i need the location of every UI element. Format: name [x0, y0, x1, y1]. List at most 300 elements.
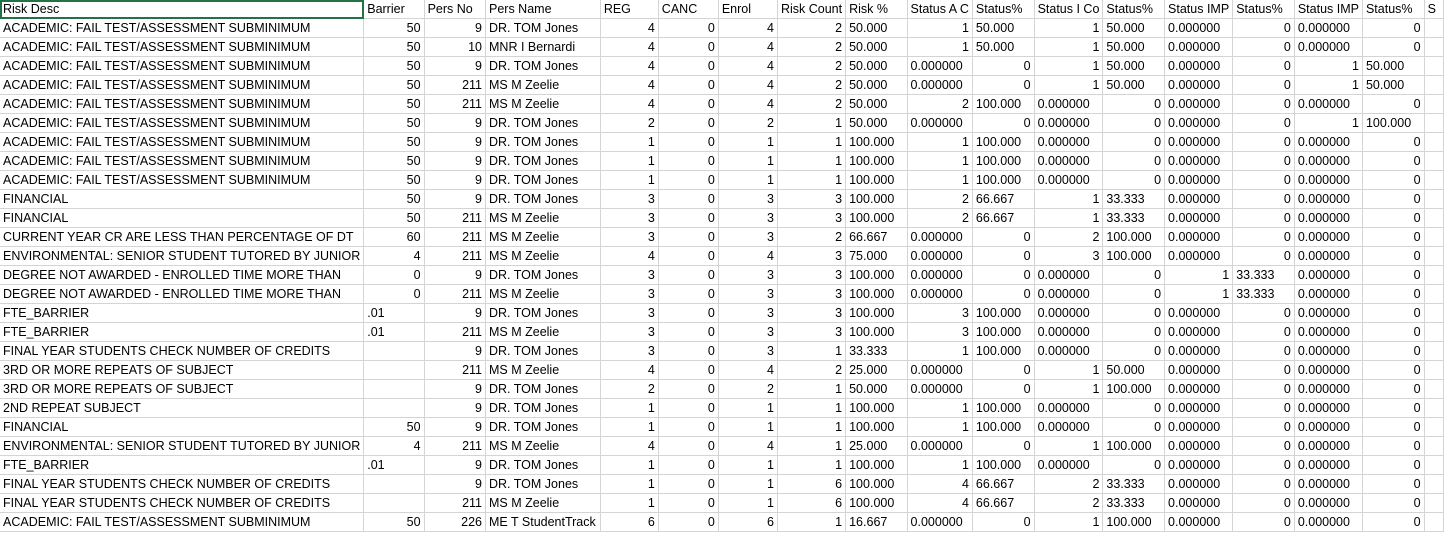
table-cell[interactable] [1424, 76, 1443, 95]
table-cell[interactable]: 1 [907, 342, 972, 361]
table-cell[interactable]: 0 [1233, 304, 1295, 323]
table-cell[interactable]: 0.000000 [1165, 57, 1233, 76]
table-cell[interactable]: 1 [718, 494, 777, 513]
table-cell[interactable]: 0 [1233, 133, 1295, 152]
table-cell[interactable]: 3 [718, 304, 777, 323]
table-cell[interactable]: 0 [1103, 133, 1165, 152]
table-cell[interactable]: 0 [1233, 95, 1295, 114]
table-cell[interactable]: 100.000 [846, 418, 907, 437]
table-cell[interactable] [1424, 399, 1443, 418]
table-cell[interactable] [1424, 19, 1443, 38]
table-cell[interactable]: 50 [364, 76, 424, 95]
table-cell[interactable]: 50 [364, 114, 424, 133]
table-cell[interactable]: 50 [364, 171, 424, 190]
table-cell[interactable]: 0 [1362, 190, 1424, 209]
table-cell[interactable]: 0.000000 [1034, 133, 1103, 152]
table-cell[interactable]: 100.000 [846, 494, 907, 513]
table-cell[interactable]: DR. TOM Jones [486, 133, 601, 152]
table-cell[interactable]: 0 [658, 380, 718, 399]
table-cell[interactable]: 100.000 [846, 266, 907, 285]
table-cell[interactable]: 4 [718, 19, 777, 38]
table-cell[interactable]: 4 [600, 95, 658, 114]
table-cell[interactable]: 1 [777, 513, 845, 532]
table-cell[interactable]: ACADEMIC: FAIL TEST/ASSESSMENT SUBMINIMUM [0, 152, 364, 171]
table-cell[interactable]: 4 [718, 76, 777, 95]
table-cell[interactable]: .01 [364, 456, 424, 475]
table-cell[interactable]: 0 [658, 209, 718, 228]
table-cell[interactable]: 0 [972, 228, 1034, 247]
table-cell[interactable]: 4 [600, 38, 658, 57]
header-cell[interactable]: REG [600, 0, 658, 19]
table-cell[interactable]: 1 [777, 171, 845, 190]
table-cell[interactable]: 0.000000 [1165, 133, 1233, 152]
table-cell[interactable]: 0.000000 [1294, 361, 1362, 380]
table-cell[interactable]: 3RD OR MORE REPEATS OF SUBJECT [0, 380, 364, 399]
table-cell[interactable]: 33.333 [1233, 266, 1295, 285]
table-cell[interactable]: 0.000000 [1165, 304, 1233, 323]
header-cell[interactable]: Status% [972, 0, 1034, 19]
table-cell[interactable]: 0 [1233, 437, 1295, 456]
table-cell[interactable]: 0 [1362, 95, 1424, 114]
table-cell[interactable]: 100.000 [1103, 228, 1165, 247]
table-cell[interactable]: 0.000000 [907, 247, 972, 266]
table-cell[interactable] [1424, 456, 1443, 475]
table-cell[interactable]: 1 [1034, 19, 1103, 38]
table-cell[interactable]: 0 [1362, 494, 1424, 513]
table-cell[interactable]: 0 [1103, 399, 1165, 418]
table-cell[interactable]: 50.000 [1103, 19, 1165, 38]
table-cell[interactable]: ACADEMIC: FAIL TEST/ASSESSMENT SUBMINIMUM [0, 19, 364, 38]
table-cell[interactable]: 50 [364, 152, 424, 171]
table-cell[interactable]: MS M Zeelie [486, 361, 601, 380]
table-cell[interactable]: 100.000 [846, 152, 907, 171]
table-cell[interactable]: 50.000 [972, 38, 1034, 57]
table-cell[interactable]: 0.000000 [1294, 323, 1362, 342]
table-cell[interactable]: 0 [972, 114, 1034, 133]
table-cell[interactable]: 1 [1034, 513, 1103, 532]
table-cell[interactable]: 1 [1034, 38, 1103, 57]
table-cell[interactable]: 3 [777, 209, 845, 228]
table-cell[interactable]: 0 [1103, 266, 1165, 285]
table-cell[interactable]: MNR I Bernardi [486, 38, 601, 57]
table-cell[interactable]: DR. TOM Jones [486, 380, 601, 399]
table-cell[interactable] [364, 494, 424, 513]
table-cell[interactable]: 0.000000 [1294, 342, 1362, 361]
table-cell[interactable]: 0.000000 [1165, 513, 1233, 532]
table-cell[interactable]: 100.000 [1103, 513, 1165, 532]
table-cell[interactable]: 66.667 [972, 209, 1034, 228]
table-cell[interactable]: 50.000 [846, 57, 907, 76]
table-cell[interactable] [1424, 171, 1443, 190]
table-cell[interactable]: 0.000000 [1034, 95, 1103, 114]
table-cell[interactable]: 2 [777, 19, 845, 38]
table-cell[interactable]: 3 [600, 285, 658, 304]
table-cell[interactable]: 50 [364, 57, 424, 76]
table-cell[interactable]: MS M Zeelie [486, 247, 601, 266]
table-cell[interactable]: ACADEMIC: FAIL TEST/ASSESSMENT SUBMINIMUM [0, 171, 364, 190]
table-cell[interactable]: 0 [1233, 76, 1295, 95]
table-cell[interactable]: 0.000000 [1034, 399, 1103, 418]
table-cell[interactable]: 1 [777, 437, 845, 456]
table-cell[interactable]: 0 [658, 437, 718, 456]
table-cell[interactable]: 0.000000 [1294, 513, 1362, 532]
table-cell[interactable]: 1 [600, 171, 658, 190]
table-cell[interactable] [364, 342, 424, 361]
table-cell[interactable]: 100.000 [972, 418, 1034, 437]
table-cell[interactable]: 9 [424, 171, 485, 190]
table-cell[interactable]: 100.000 [846, 475, 907, 494]
table-cell[interactable]: 3 [600, 228, 658, 247]
table-cell[interactable] [364, 361, 424, 380]
table-cell[interactable]: 0 [1362, 323, 1424, 342]
table-cell[interactable]: 4 [718, 95, 777, 114]
table-cell[interactable]: 50 [364, 209, 424, 228]
table-cell[interactable]: FINAL YEAR STUDENTS CHECK NUMBER OF CREDITS [0, 475, 364, 494]
table-cell[interactable]: 0.000000 [1294, 38, 1362, 57]
table-cell[interactable]: 0 [1362, 171, 1424, 190]
table-cell[interactable]: FINAL YEAR STUDENTS CHECK NUMBER OF CREDITS [0, 494, 364, 513]
table-cell[interactable]: 0.000000 [907, 57, 972, 76]
table-cell[interactable]: 1 [777, 380, 845, 399]
table-cell[interactable]: 0.000000 [1034, 342, 1103, 361]
table-cell[interactable]: 0 [1103, 171, 1165, 190]
table-cell[interactable]: 4 [600, 19, 658, 38]
table-cell[interactable]: 50.000 [846, 38, 907, 57]
header-cell[interactable]: Status% [1233, 0, 1295, 19]
table-cell[interactable]: 0 [1103, 285, 1165, 304]
table-cell[interactable] [1424, 209, 1443, 228]
table-cell[interactable]: 9 [424, 266, 485, 285]
table-cell[interactable]: 100.000 [972, 171, 1034, 190]
table-cell[interactable]: 211 [424, 437, 485, 456]
table-cell[interactable]: MS M Zeelie [486, 494, 601, 513]
table-cell[interactable]: 33.333 [1103, 475, 1165, 494]
table-cell[interactable]: 1 [718, 418, 777, 437]
table-cell[interactable]: 33.333 [1103, 209, 1165, 228]
table-cell[interactable] [1424, 361, 1443, 380]
table-cell[interactable] [1424, 475, 1443, 494]
table-cell[interactable]: 100.000 [972, 456, 1034, 475]
table-cell[interactable]: 0 [1233, 209, 1295, 228]
table-cell[interactable]: 2 [718, 380, 777, 399]
table-cell[interactable]: 0.000000 [907, 361, 972, 380]
table-cell[interactable]: 0 [1233, 399, 1295, 418]
table-cell[interactable] [1424, 285, 1443, 304]
table-cell[interactable]: 0.000000 [907, 380, 972, 399]
table-cell[interactable]: 0 [658, 76, 718, 95]
table-cell[interactable] [1424, 38, 1443, 57]
table-cell[interactable]: 100.000 [846, 304, 907, 323]
table-cell[interactable]: 1 [1034, 57, 1103, 76]
table-cell[interactable] [1424, 114, 1443, 133]
table-cell[interactable]: 1 [777, 342, 845, 361]
table-cell[interactable] [1424, 380, 1443, 399]
table-cell[interactable]: 2 [907, 95, 972, 114]
table-cell[interactable]: 0 [658, 399, 718, 418]
table-cell[interactable]: 0 [1103, 418, 1165, 437]
table-cell[interactable]: 1 [777, 399, 845, 418]
table-cell[interactable]: 1 [907, 399, 972, 418]
table-cell[interactable]: 0 [1362, 19, 1424, 38]
table-cell[interactable]: 60 [364, 228, 424, 247]
table-cell[interactable]: 1 [1034, 361, 1103, 380]
table-cell[interactable]: 3 [718, 266, 777, 285]
table-cell[interactable]: 211 [424, 228, 485, 247]
table-cell[interactable]: 0 [658, 95, 718, 114]
table-cell[interactable]: MS M Zeelie [486, 209, 601, 228]
table-cell[interactable]: 4 [600, 57, 658, 76]
table-cell[interactable] [1424, 228, 1443, 247]
table-cell[interactable]: 2 [907, 209, 972, 228]
table-cell[interactable]: DR. TOM Jones [486, 19, 601, 38]
table-cell[interactable]: 9 [424, 57, 485, 76]
table-cell[interactable]: 0 [658, 494, 718, 513]
table-cell[interactable]: 25.000 [846, 437, 907, 456]
table-cell[interactable]: 0 [1362, 38, 1424, 57]
table-cell[interactable]: 1 [907, 456, 972, 475]
table-cell[interactable]: 9 [424, 19, 485, 38]
table-cell[interactable]: 0 [1233, 152, 1295, 171]
table-cell[interactable]: MS M Zeelie [486, 95, 601, 114]
table-cell[interactable]: 0 [972, 380, 1034, 399]
table-cell[interactable]: 0 [1362, 456, 1424, 475]
table-cell[interactable]: 0 [1103, 152, 1165, 171]
table-cell[interactable]: 0.000000 [1294, 304, 1362, 323]
table-cell[interactable]: 0 [972, 266, 1034, 285]
table-cell[interactable]: 0.000000 [1165, 475, 1233, 494]
table-cell[interactable]: 0.000000 [1165, 380, 1233, 399]
table-cell[interactable]: 0 [1233, 380, 1295, 399]
table-cell[interactable]: 4 [718, 57, 777, 76]
table-cell[interactable]: 50.000 [1362, 57, 1424, 76]
table-cell[interactable]: 0.000000 [1294, 152, 1362, 171]
table-cell[interactable]: 3 [600, 342, 658, 361]
table-cell[interactable]: 50 [364, 513, 424, 532]
table-cell[interactable]: 9 [424, 418, 485, 437]
table-cell[interactable]: 0 [1362, 437, 1424, 456]
table-cell[interactable] [1424, 342, 1443, 361]
header-cell[interactable]: Status% [1362, 0, 1424, 19]
table-cell[interactable] [1424, 266, 1443, 285]
table-cell[interactable]: ACADEMIC: FAIL TEST/ASSESSMENT SUBMINIMUM [0, 114, 364, 133]
table-cell[interactable]: 50.000 [1362, 76, 1424, 95]
table-cell[interactable]: 2 [1034, 228, 1103, 247]
table-cell[interactable]: 0 [1233, 475, 1295, 494]
table-cell[interactable]: 66.667 [972, 190, 1034, 209]
table-cell[interactable]: 100.000 [1103, 437, 1165, 456]
table-cell[interactable]: 0 [658, 171, 718, 190]
table-cell[interactable]: 0 [658, 133, 718, 152]
table-cell[interactable]: 4 [364, 437, 424, 456]
table-cell[interactable]: 100.000 [846, 133, 907, 152]
table-cell[interactable]: 0.000000 [1165, 95, 1233, 114]
table-cell[interactable]: DR. TOM Jones [486, 475, 601, 494]
table-cell[interactable]: 2 [777, 95, 845, 114]
table-cell[interactable]: 0 [1233, 342, 1295, 361]
table-cell[interactable]: 211 [424, 323, 485, 342]
table-cell[interactable]: 0 [658, 361, 718, 380]
table-cell[interactable]: 0 [1103, 342, 1165, 361]
table-cell[interactable]: 4 [600, 361, 658, 380]
table-cell[interactable]: 9 [424, 456, 485, 475]
table-cell[interactable]: 0 [1362, 304, 1424, 323]
table-cell[interactable]: 0.000000 [1294, 418, 1362, 437]
table-cell[interactable]: 50 [364, 19, 424, 38]
table-cell[interactable]: 3 [718, 285, 777, 304]
table-cell[interactable] [1424, 152, 1443, 171]
table-cell[interactable]: .01 [364, 304, 424, 323]
table-cell[interactable]: 50.000 [846, 95, 907, 114]
table-cell[interactable]: 0.000000 [1034, 266, 1103, 285]
table-cell[interactable]: 211 [424, 361, 485, 380]
table-cell[interactable]: 0.000000 [1294, 228, 1362, 247]
table-cell[interactable]: 1 [718, 399, 777, 418]
table-cell[interactable]: 0.000000 [907, 228, 972, 247]
table-cell[interactable]: 33.333 [1103, 494, 1165, 513]
table-cell[interactable]: 0 [972, 76, 1034, 95]
table-cell[interactable]: 0 [364, 266, 424, 285]
table-cell[interactable]: 0.000000 [1294, 437, 1362, 456]
table-cell[interactable]: 50 [364, 190, 424, 209]
table-cell[interactable]: 211 [424, 76, 485, 95]
table-cell[interactable]: 1 [600, 475, 658, 494]
table-cell[interactable] [1424, 304, 1443, 323]
table-cell[interactable]: 0 [1103, 456, 1165, 475]
header-cell[interactable]: CANC [658, 0, 718, 19]
table-cell[interactable]: MS M Zeelie [486, 437, 601, 456]
table-cell[interactable]: 50 [364, 95, 424, 114]
table-cell[interactable]: 0.000000 [1165, 228, 1233, 247]
table-cell[interactable]: 211 [424, 247, 485, 266]
table-cell[interactable]: 1 [718, 171, 777, 190]
table-cell[interactable]: 50.000 [1103, 38, 1165, 57]
table-cell[interactable]: FTE_BARRIER [0, 323, 364, 342]
table-cell[interactable]: 0 [1233, 190, 1295, 209]
table-cell[interactable]: 50.000 [846, 19, 907, 38]
table-cell[interactable]: 0.000000 [1165, 361, 1233, 380]
table-cell[interactable]: 9 [424, 152, 485, 171]
table-cell[interactable]: 10 [424, 38, 485, 57]
table-cell[interactable]: 6 [777, 494, 845, 513]
table-cell[interactable] [1424, 95, 1443, 114]
table-cell[interactable]: 2ND REPEAT SUBJECT [0, 399, 364, 418]
table-cell[interactable]: 0 [1362, 209, 1424, 228]
table-cell[interactable]: 0.000000 [1294, 190, 1362, 209]
table-cell[interactable]: 2 [777, 76, 845, 95]
table-cell[interactable]: ME T StudentTrack [486, 513, 601, 532]
table-cell[interactable]: 211 [424, 285, 485, 304]
table-cell[interactable]: 4 [718, 361, 777, 380]
table-cell[interactable]: 0 [1233, 114, 1295, 133]
table-cell[interactable]: 0 [1233, 247, 1295, 266]
table-cell[interactable]: DR. TOM Jones [486, 152, 601, 171]
table-cell[interactable]: 0 [1103, 323, 1165, 342]
table-cell[interactable]: 1 [1034, 209, 1103, 228]
table-cell[interactable]: MS M Zeelie [486, 76, 601, 95]
table-cell[interactable]: 1 [600, 133, 658, 152]
table-cell[interactable]: 3 [907, 304, 972, 323]
table-cell[interactable]: 0.000000 [1034, 152, 1103, 171]
table-cell[interactable]: 3 [600, 323, 658, 342]
table-cell[interactable]: 100.000 [846, 285, 907, 304]
table-cell[interactable]: 100.000 [972, 342, 1034, 361]
table-cell[interactable]: 0.000000 [1165, 247, 1233, 266]
table-cell[interactable] [1424, 133, 1443, 152]
header-cell[interactable]: Risk % [846, 0, 907, 19]
table-cell[interactable]: 3 [600, 209, 658, 228]
table-cell[interactable]: 0 [1233, 513, 1295, 532]
table-cell[interactable]: 0 [1233, 456, 1295, 475]
table-cell[interactable]: 3 [777, 323, 845, 342]
table-cell[interactable]: 0.000000 [1165, 152, 1233, 171]
table-cell[interactable]: 0 [658, 418, 718, 437]
table-cell[interactable]: 0 [972, 437, 1034, 456]
table-cell[interactable]: 0 [1362, 342, 1424, 361]
table-cell[interactable]: 66.667 [846, 228, 907, 247]
table-cell[interactable]: 0 [658, 190, 718, 209]
table-cell[interactable]: 1 [907, 19, 972, 38]
table-cell[interactable]: 66.667 [972, 494, 1034, 513]
table-cell[interactable]: 3 [600, 266, 658, 285]
table-cell[interactable]: 0.000000 [1165, 437, 1233, 456]
table-cell[interactable]: 0.000000 [1034, 114, 1103, 133]
table-cell[interactable]: 0.000000 [1165, 494, 1233, 513]
table-cell[interactable]: 50.000 [846, 76, 907, 95]
table-cell[interactable]: 4 [718, 247, 777, 266]
table-cell[interactable]: ENVIRONMENTAL: SENIOR STUDENT TUTORED BY JUNIOR [0, 247, 364, 266]
table-cell[interactable]: 100.000 [972, 323, 1034, 342]
table-cell[interactable]: 50.000 [1103, 76, 1165, 95]
table-cell[interactable]: 0 [1362, 133, 1424, 152]
table-cell[interactable]: 0 [658, 513, 718, 532]
table-cell[interactable]: 9 [424, 399, 485, 418]
table-cell[interactable]: 0.000000 [1294, 380, 1362, 399]
table-cell[interactable]: 226 [424, 513, 485, 532]
table-cell[interactable]: 0.000000 [1294, 494, 1362, 513]
table-cell[interactable]: 33.333 [1233, 285, 1295, 304]
table-cell[interactable] [1424, 494, 1443, 513]
table-cell[interactable]: 0 [1103, 114, 1165, 133]
table-cell[interactable]: 0 [972, 513, 1034, 532]
header-cell[interactable]: Pers Name [486, 0, 601, 19]
table-cell[interactable]: 3 [777, 285, 845, 304]
table-cell[interactable]: 3 [777, 304, 845, 323]
table-cell[interactable] [1424, 323, 1443, 342]
table-cell[interactable]: DR. TOM Jones [486, 171, 601, 190]
table-cell[interactable]: FTE_BARRIER [0, 456, 364, 475]
table-cell[interactable]: 2 [777, 57, 845, 76]
header-cell[interactable]: Risk Count [777, 0, 845, 19]
table-cell[interactable]: 0 [1103, 95, 1165, 114]
table-cell[interactable]: ACADEMIC: FAIL TEST/ASSESSMENT SUBMINIMUM [0, 57, 364, 76]
table-cell[interactable]: 0.000000 [1165, 76, 1233, 95]
table-cell[interactable]: 0.000000 [907, 437, 972, 456]
table-cell[interactable]: 0.000000 [1294, 133, 1362, 152]
table-cell[interactable] [1424, 247, 1443, 266]
table-cell[interactable]: 50 [364, 418, 424, 437]
table-cell[interactable]: 3 [777, 247, 845, 266]
table-cell[interactable]: 3 [600, 304, 658, 323]
table-cell[interactable]: 0 [658, 114, 718, 133]
table-cell[interactable]: 0 [658, 304, 718, 323]
table-cell[interactable]: 0.000000 [1294, 475, 1362, 494]
table-cell[interactable]: 9 [424, 342, 485, 361]
table-cell[interactable]: 0 [658, 285, 718, 304]
table-cell[interactable]: FTE_BARRIER [0, 304, 364, 323]
table-cell[interactable]: 2 [777, 228, 845, 247]
header-cell[interactable]: Barrier [364, 0, 424, 19]
table-cell[interactable]: MS M Zeelie [486, 323, 601, 342]
